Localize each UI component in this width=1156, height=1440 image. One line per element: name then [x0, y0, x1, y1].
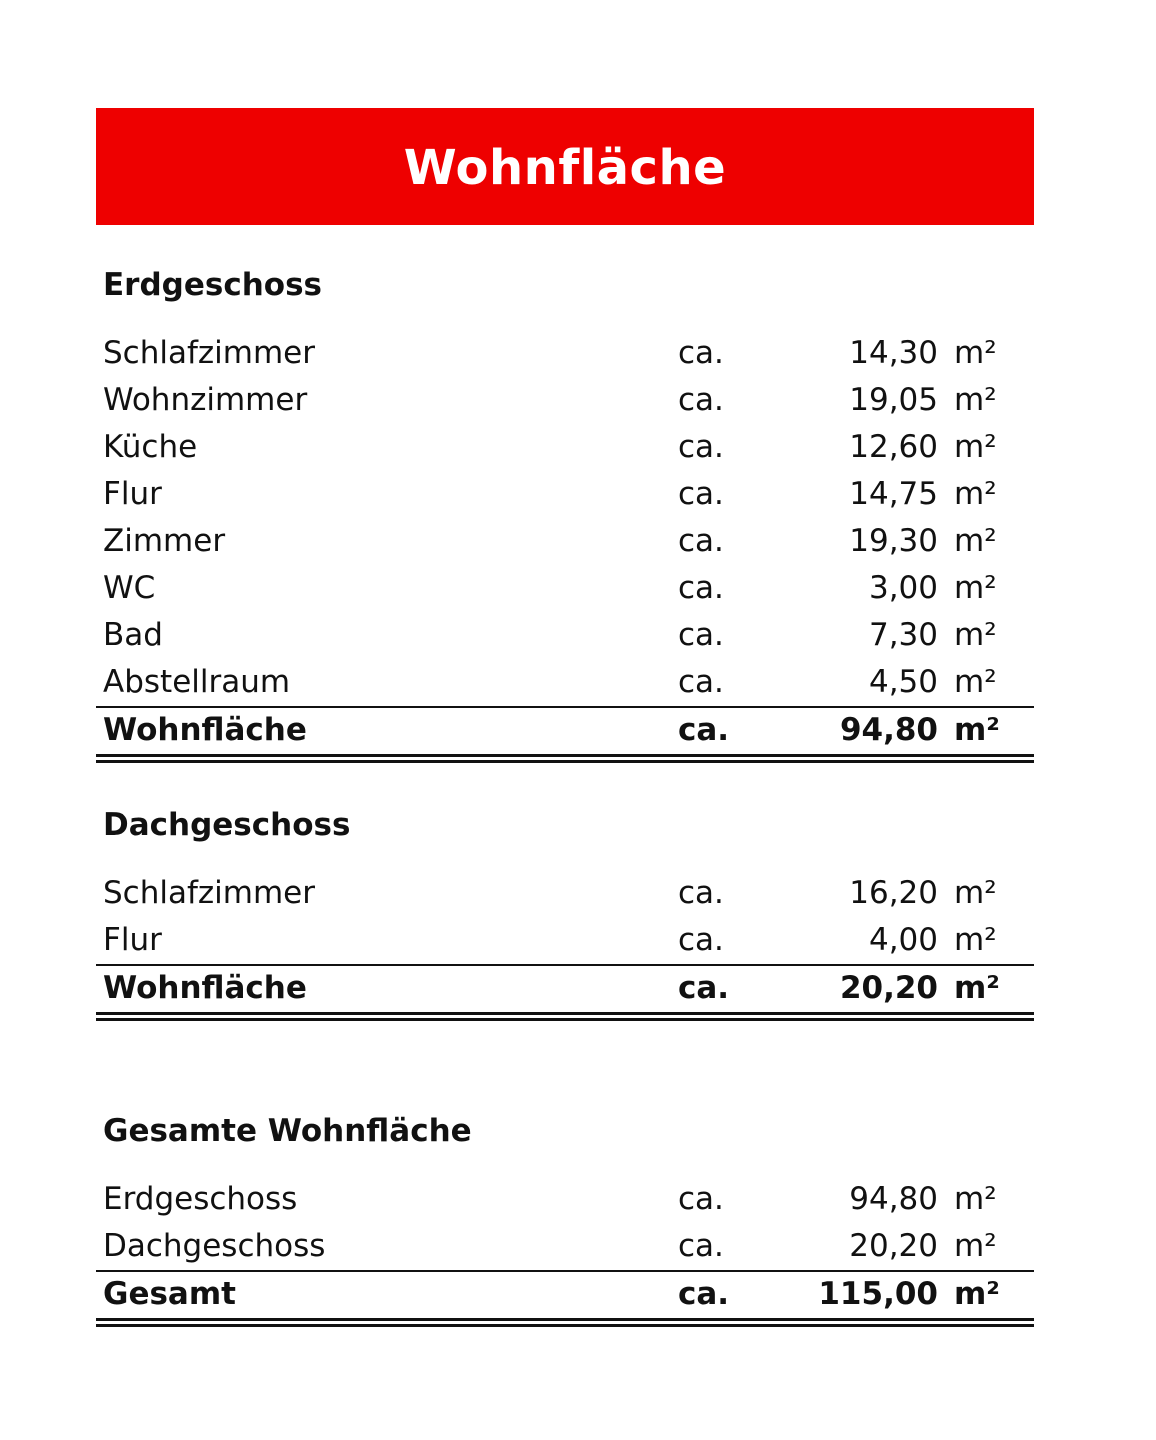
area-unit: m² — [954, 1181, 997, 1217]
table-row — [96, 870, 1034, 917]
room-name: Bad — [103, 617, 163, 653]
approx-label: ca. — [678, 382, 724, 418]
total-label: Wohnfläche — [103, 970, 307, 1006]
approx-label: ca. — [678, 664, 724, 700]
room-name: Abstellraum — [103, 664, 291, 700]
area-unit: m² — [954, 382, 997, 418]
approx-label: ca. — [678, 1181, 724, 1217]
area-unit: m² — [954, 523, 997, 559]
floor-name: Erdgeschoss — [103, 1181, 298, 1217]
area-unit: m² — [954, 1228, 997, 1264]
area-value: 12,60 — [849, 429, 938, 465]
table-row — [96, 518, 1034, 565]
area-unit: m² — [954, 712, 1000, 748]
area-value: 16,20 — [849, 875, 938, 911]
area-value: 14,75 — [849, 476, 938, 512]
area-value: 20,20 — [849, 1228, 938, 1264]
table-gesamt — [96, 1176, 1034, 1327]
area-value: 19,30 — [849, 523, 938, 559]
area-value: 4,50 — [868, 664, 938, 700]
total-value: 115,00 — [818, 1276, 938, 1312]
table-row — [96, 917, 1034, 964]
area-unit: m² — [954, 476, 997, 512]
area-unit: m² — [954, 570, 997, 606]
table-row — [96, 565, 1034, 612]
table-dachgeschoss — [96, 870, 1034, 1021]
area-value: 19,05 — [849, 382, 938, 418]
table-row — [96, 612, 1034, 659]
area-value: 14,30 — [849, 335, 938, 371]
double-underline — [96, 754, 1034, 763]
title-banner — [96, 108, 1034, 225]
room-name: WC — [103, 570, 156, 606]
double-underline — [96, 1012, 1034, 1021]
area-unit: m² — [954, 664, 997, 700]
area-value: 7,30 — [868, 617, 938, 653]
approx-label: ca. — [678, 335, 724, 371]
section-heading-erdgeschoss: Erdgeschoss — [103, 267, 322, 303]
room-name: Flur — [103, 476, 162, 512]
area-unit: m² — [954, 429, 997, 465]
room-name: Schlafzimmer — [103, 335, 315, 371]
area-value: 3,00 — [868, 570, 938, 606]
approx-label: ca. — [678, 570, 724, 606]
area-unit: m² — [954, 875, 997, 911]
total-value: 20,20 — [839, 970, 938, 1006]
total-label: Wohnfläche — [103, 712, 307, 748]
approx-label: ca. — [678, 617, 724, 653]
room-name: Flur — [103, 922, 162, 958]
total-row — [96, 1270, 1034, 1317]
approx-label: ca. — [678, 712, 730, 748]
page-title: Wohnfläche — [403, 139, 727, 196]
table-row — [96, 1176, 1034, 1223]
area-value: 4,00 — [868, 922, 938, 958]
area-unit: m² — [954, 970, 1000, 1006]
approx-label: ca. — [678, 875, 724, 911]
approx-label: ca. — [678, 922, 724, 958]
table-row — [96, 471, 1034, 518]
floor-name: Dachgeschoss — [103, 1228, 326, 1264]
approx-label: ca. — [678, 1276, 730, 1312]
approx-label: ca. — [678, 523, 724, 559]
table-erdgeschoss — [96, 330, 1034, 763]
approx-label: ca. — [678, 970, 730, 1006]
table-row — [96, 330, 1034, 377]
approx-label: ca. — [678, 1228, 724, 1264]
total-label: Gesamt — [103, 1276, 236, 1312]
approx-label: ca. — [678, 476, 724, 512]
section-heading-gesamt: Gesamte Wohnfläche — [103, 1113, 472, 1149]
room-name: Zimmer — [103, 523, 226, 559]
approx-label: ca. — [678, 429, 724, 465]
double-underline — [96, 1318, 1034, 1327]
area-unit: m² — [954, 335, 997, 371]
table-row — [96, 377, 1034, 424]
area-unit: m² — [954, 922, 997, 958]
area-unit: m² — [954, 617, 997, 653]
area-value: 94,80 — [849, 1181, 938, 1217]
total-row — [96, 706, 1034, 753]
area-unit: m² — [954, 1276, 1000, 1312]
total-value: 94,80 — [839, 712, 938, 748]
section-heading-dachgeschoss: Dachgeschoss — [103, 807, 351, 843]
room-name: Wohnzimmer — [103, 382, 308, 418]
room-name: Schlafzimmer — [103, 875, 315, 911]
table-row — [96, 659, 1034, 706]
room-name: Küche — [103, 429, 198, 465]
total-row — [96, 964, 1034, 1011]
table-row — [96, 1223, 1034, 1270]
table-row — [96, 424, 1034, 471]
